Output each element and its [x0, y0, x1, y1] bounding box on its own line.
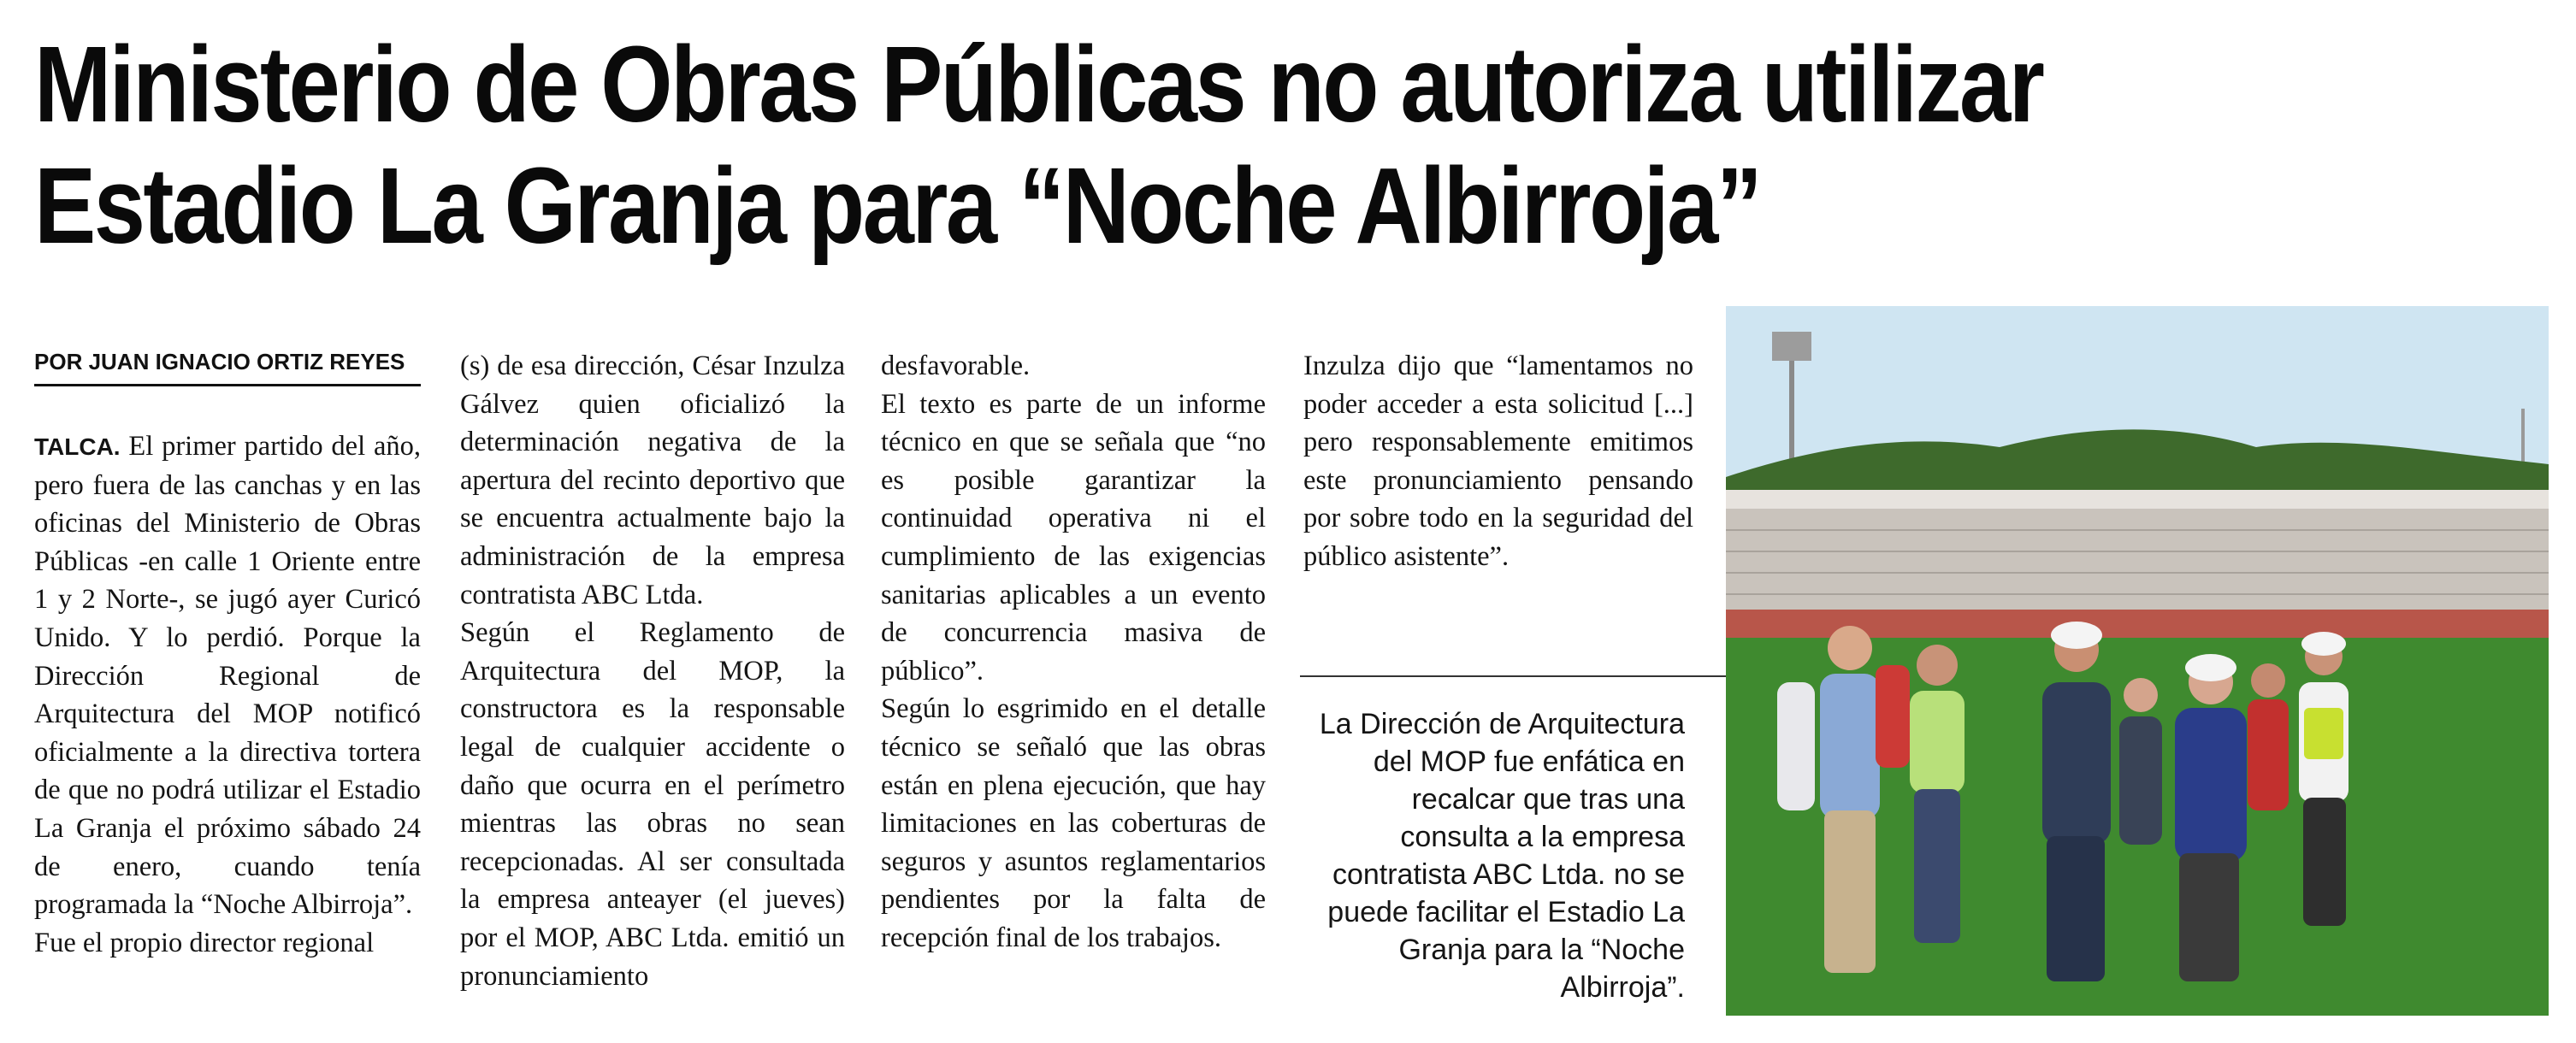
paragraph: Según el Reglamento de Arquitectura del MOP, la constructora es la responsable legal de cualquier accidente o daño que ocurra en el perímetro mientras las obras no sean recepcionadas. Al ser consultada la empresa anteayer (el jueves) por el MOP, ABC Ltda. emitió un pronunciamiento — [460, 617, 845, 992]
paragraph-text: El primer partido del año, pero fuera de las canchas y en las oficinas del Ministerio de Obras Públicas -en calle 1 Oriente entre 1 y 2 Norte-, se jugó ayer Curicó Unido. Y lo perdió. Porque la Dirección Regional de Arquitectura del MOP notificó oficialmente a la directiva tortera de que no podrá utilizar el Estadio La Granja el próximo sábado 24 de enero, cuando tenía programada la “Noche Albirroja”. — [34, 431, 422, 921]
stands — [1726, 509, 2549, 611]
stadium-photo — [1726, 306, 2549, 1016]
article-column-1 — [34, 427, 421, 962]
photo-caption: La Dirección de Arquitectura del MOP fue enfática en recalcar que tras una consulta a la empresa contratista ABC Ltda. no se puede facilitar el Estadio La Granja para la “Noche Albirroja”. — [1319, 708, 1685, 1004]
paragraph: Fue el propio director regional — [34, 927, 375, 958]
article-column-2 — [460, 347, 845, 995]
article-column-4 — [1303, 347, 1693, 576]
stand-roof — [1726, 490, 2549, 509]
paragraph: Según lo esgrimido en el detalle técnico se señaló que las obras están en plena ejecución, que hay limitaciones en las coberturas de seguros y asuntos reglamentarios pendientes por la falta de recepción final de los trabajos. — [881, 693, 1266, 953]
headline — [34, 24, 2212, 267]
paragraph: desfavorable. — [881, 351, 1031, 381]
paragraph — [34, 427, 421, 924]
headline-line-1: Ministerio de Obras Públicas no autoriza utilizar — [34, 24, 2043, 144]
headline-line-2: Estadio La Granja para “Noche Albirroja” — [34, 145, 1761, 266]
floodlight-head — [1772, 332, 1811, 361]
paragraph: El texto es parte de un informe técnico en que se señala que “no es posible garantizar la continuidad operativa ni el cumplimiento de las exigencias sanitarias aplicables a un evento de concurrencia masiva de público”. — [881, 388, 1266, 686]
dateline: TALCA. — [34, 433, 121, 460]
paragraph: Inzulza dijo que “lamentamos no poder acceder a esta solicitud [...] pero responsablemente emitimos este pronunciamiento pensando por sobre todo en la seguridad del público asistente”. — [1303, 351, 1693, 572]
article-column-3 — [881, 347, 1266, 958]
paragraph: (s) de esa dirección, César Inzulza Gálvez quien oficializó la determinación negativa de la apertura del recinto deportivo que se encuentra actualmente bajo la administración de la empresa contratista ABC Ltda. — [460, 351, 845, 610]
caption-divider — [1300, 675, 1726, 677]
stadium-photo-illustration — [1726, 306, 2549, 1016]
byline: POR JUAN IGNACIO ORTIZ REYES — [34, 349, 421, 386]
